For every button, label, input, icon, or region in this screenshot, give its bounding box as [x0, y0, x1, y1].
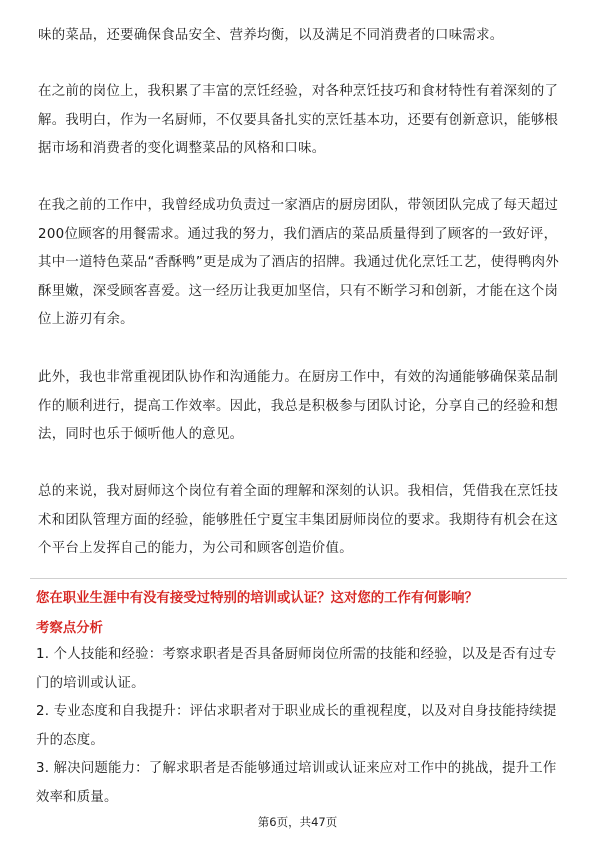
paragraph-intro-continued: 味的菜品，还要确保食品安全、营养均衡，以及满足不同消费者的口味需求。: [38, 28, 504, 43]
paragraph-teamwork: 此外，我也非常重视团队协作和沟通能力。在厨房工作中，有效的沟通能够确保菜品制作的顺利进行，提高工作效率。因此，我总是积极参与团队讨论，分享自己的经验和想法，同时也乐于倾听他人的意见。: [38, 370, 559, 442]
analysis-item: 3. 解决问题能力：了解求职者是否能够通过培训或认证来应对工作中的挑战，提升工作效率和质量。: [36, 761, 557, 805]
section-divider: [30, 578, 567, 579]
paragraph-summary: 总的来说，我对厨师这个岗位有着全面的理解和深刻的认识。我相信，凭借我在烹饪技术和团队管理方面的经验，能够胜任宁夏宝丰集团厨师岗位的要求。我期待有机会在这个平台上发挥自己的能力，为公司和顾客创造价值。: [38, 484, 559, 556]
interview-question: 您在职业生涯中有没有接受过特别的培训或认证？这对您的工作有何影响？: [36, 591, 478, 606]
analysis-item: 2. 专业态度和自我提升：评估求职者对于职业成长的重视程度，以及对自身技能持续提升的态度。: [36, 704, 557, 748]
paragraph-experience: 在之前的岗位上，我积累了丰富的烹饪经验，对各种烹饪技巧和食材特性有着深刻的了解。我明白，作为一名厨师，不仅要具备扎实的烹饪基本功，还要有创新意识，能够根据市场和消费者的变化调整菜品的风格和口味。: [38, 84, 559, 156]
paragraph-work-history: 在我之前的工作中，我曾经成功负责过一家酒店的厨房团队，带领团队完成了每天超过200位顾客的用餐需求。通过我的努力，我们酒店的菜品质量得到了顾客的一致好评，其中一道特色菜品“香酥鸭”更是成为了酒店的招牌。我通过优化烹饪工艺，使得鸭肉外酥里嫩，深受顾客喜爱。这一经历让我更加坚信，只有不断学习和创新，才能在这个岗位上游刃有余。: [38, 198, 560, 327]
analysis-item: 1. 个人技能和经验：考察求职者是否具备厨师岗位所需的技能和经验，以及是否有过专门的培训或认证。: [36, 647, 557, 691]
page-number: 第6页，共47页: [257, 815, 338, 829]
analysis-heading: 考察点分析: [36, 621, 103, 636]
